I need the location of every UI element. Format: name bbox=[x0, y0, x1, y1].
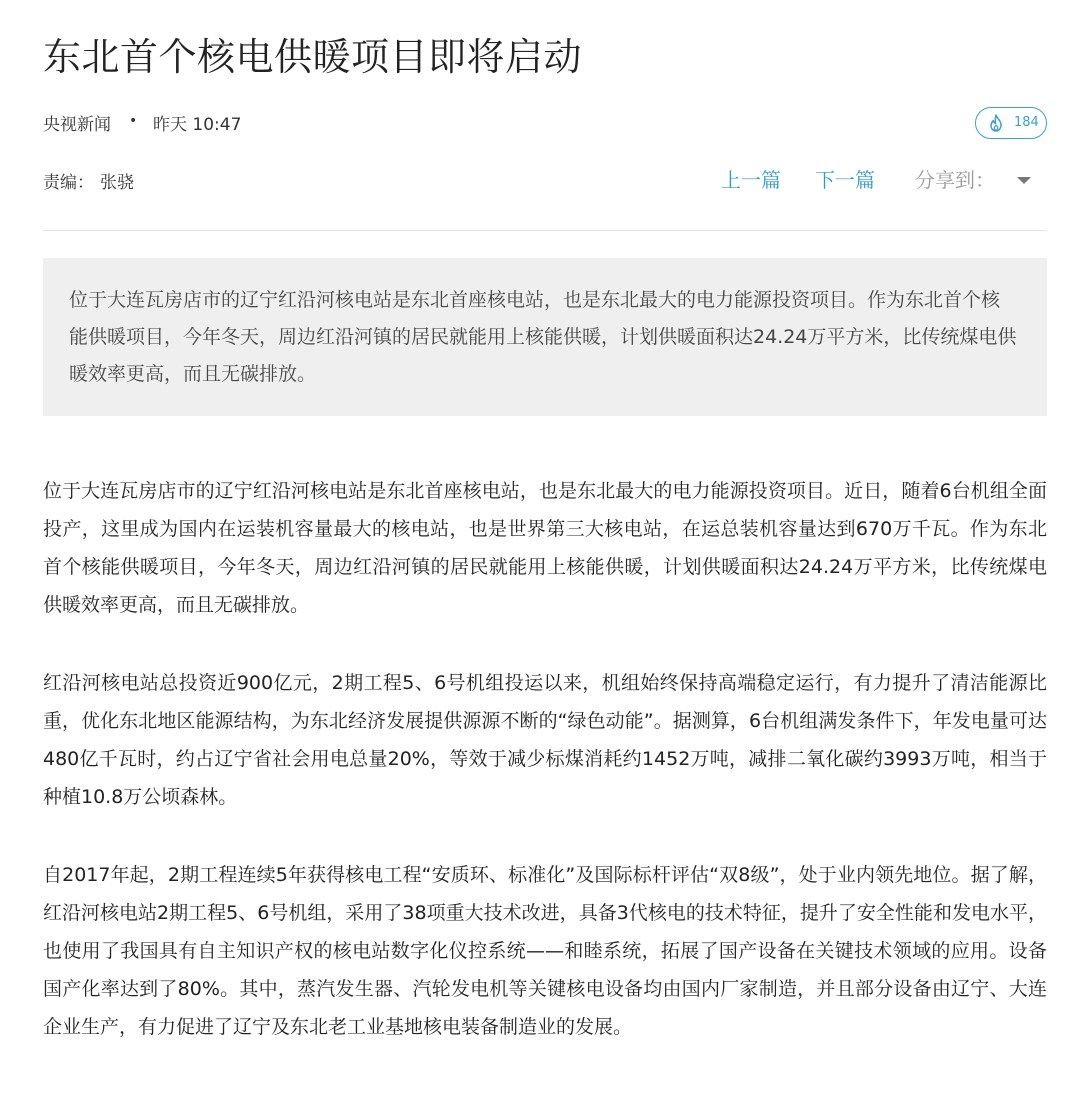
page-title: 东北首个核电供暖项目即将启动 bbox=[43, 35, 583, 79]
next-article-link[interactable]: 下一篇 bbox=[815, 168, 875, 192]
news-source[interactable]: 央视新闻 bbox=[43, 115, 111, 135]
article-paragraph-2: 红沿河核电站总投资近900亿元，2期工程5、6号机组投运以来，机组始终保持高端稳定运行，有力提升了清洁能源比重，优化东北地区能源结构，为东北经济发展提供源源不断的“绿色动能”。据测算，6台机组满发条件下，年发电量可达480亿千瓦时，约占辽宁省社会用电总量20%，等效于减少标煤消耗约1452万吨，减排二氧化碳约3993万吨，相当于种植10.8万公顷森林。 bbox=[43, 672, 1047, 808]
article-paragraph-1: 位于大连瓦房店市的辽宁红沿河核电站是东北首座核电站，也是东北最大的电力能源投资项目。近日，随着6台机组全面投产，这里成为国内在运装机容量最大的核电站，也是世界第三大核电站，在运总装机容量达到670万千瓦。作为东北首个核能供暖项目，今年冬天，周边红沿河镇的居民就能用上核能供暖，计划供暖面积达24.24万平方米，比传统煤电供暖效率更高，而且无碳排放。 bbox=[43, 480, 1047, 616]
prev-article-link[interactable]: 上一篇 bbox=[721, 168, 781, 192]
editor-row bbox=[43, 168, 1047, 198]
chevron-down-icon[interactable] bbox=[1017, 177, 1031, 184]
summary-text: 位于大连瓦房店市的辽宁红沿河核电站是东北首座核电站，也是东北最大的电力能源投资项目。作为东北首个核能供暖项目，今年冬天，周边红沿河镇的居民就能用上核能供暖，计划供暖面积达24.24万平方米，比传统煤电供暖效率更高，而且无碳排放。 bbox=[69, 289, 1017, 385]
header-divider bbox=[43, 230, 1047, 231]
flame-icon bbox=[986, 113, 1006, 133]
editor-label: 责编： bbox=[43, 173, 94, 193]
publish-time: 昨天 10:47 bbox=[153, 115, 242, 135]
meta-separator: • bbox=[129, 113, 138, 129]
share-button[interactable]: 分享到： bbox=[915, 168, 995, 192]
editor-name: 张骁 bbox=[100, 173, 134, 193]
article-summary bbox=[43, 258, 1047, 416]
hot-count: 184 bbox=[1014, 115, 1039, 130]
article-meta bbox=[43, 110, 1047, 140]
article-paragraph-3: 自2017年起，2期工程连续5年获得核电工程“安质环、标准化”及国际标杆评估“双8级”，处于业内领先地位。据了解，红沿河核电站2期工程5、6号机组，采用了38项重大技术改进，具备3代核电的技术特征，提升了安全性能和发电水平，也使用了我国具有自主知识产权的核电站数字化仪控系统——和睦系统，拓展了国产设备在关键技术领域的应用。设备国产化率达到了80%。其中，蒸汽发生器、汽轮发电机等关键核电设备均由国内厂家制造，并且部分设备由辽宁、大连企业生产，有力促进了辽宁及东北老工业基地核电装备制造业的发展。 bbox=[43, 864, 1047, 1038]
hot-count-badge[interactable] bbox=[975, 107, 1047, 139]
